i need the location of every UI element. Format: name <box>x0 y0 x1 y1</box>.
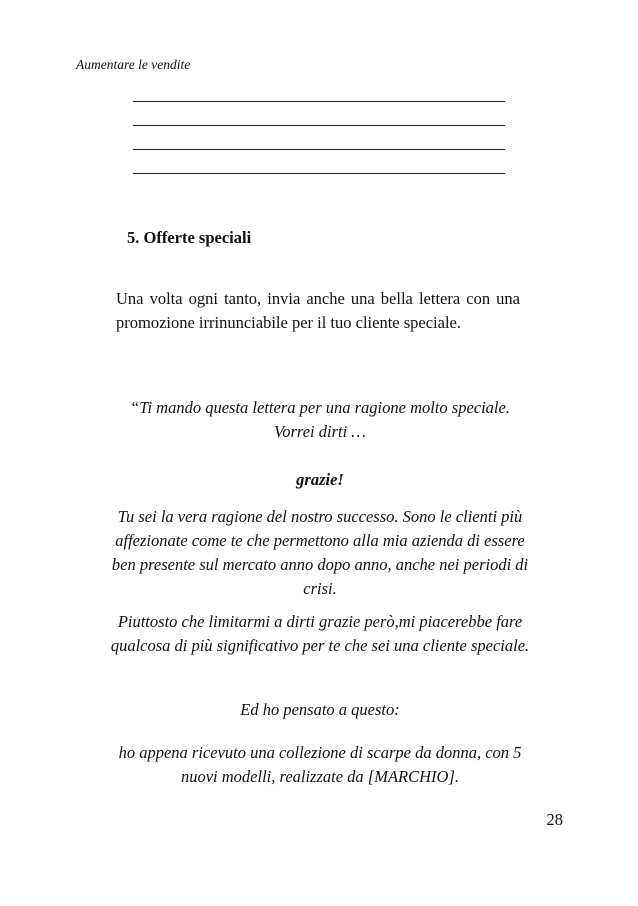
intro-paragraph: Una volta ogni tanto, invia anche una bella lettera con una promozione irrinunciabile per il tuo cliente speciale. <box>116 289 520 332</box>
section-heading: 5. Offerte speciali <box>127 228 252 247</box>
letter-paragraph-4: ho appena ricevuto una collezione di scarpe da donna, con 5 nuovi modelli, realizzate da [MARCHIO]. <box>118 743 522 786</box>
blank-writing-lines <box>133 78 505 174</box>
blank-line <box>133 126 505 150</box>
letter-thanks: grazie! <box>296 470 344 489</box>
letter-paragraph-2: Piuttosto che limitarmi a dirti grazie però,mi piacerebbe fare qualcosa di più significativo per te che sei una cliente speciale. <box>110 612 530 655</box>
letter-paragraph-3: Ed ho pensato a questo: <box>240 700 400 719</box>
letter-opening: “Ti mando questa lettera per una ragione molto speciale. Vorrei dirti … <box>130 398 510 441</box>
blank-line <box>133 150 505 174</box>
letter-paragraph-1: Tu sei la vera ragione del nostro successo. Sono le clienti più affezionate come te che permettono alla mia azienda di essere ben presente sul mercato anno dopo anno, anche nei periodi di crisi. <box>111 507 529 598</box>
blank-line <box>133 102 505 126</box>
running-header: Aumentare le vendite <box>76 57 191 72</box>
blank-line <box>133 78 505 102</box>
page-number: 28 <box>546 810 563 829</box>
